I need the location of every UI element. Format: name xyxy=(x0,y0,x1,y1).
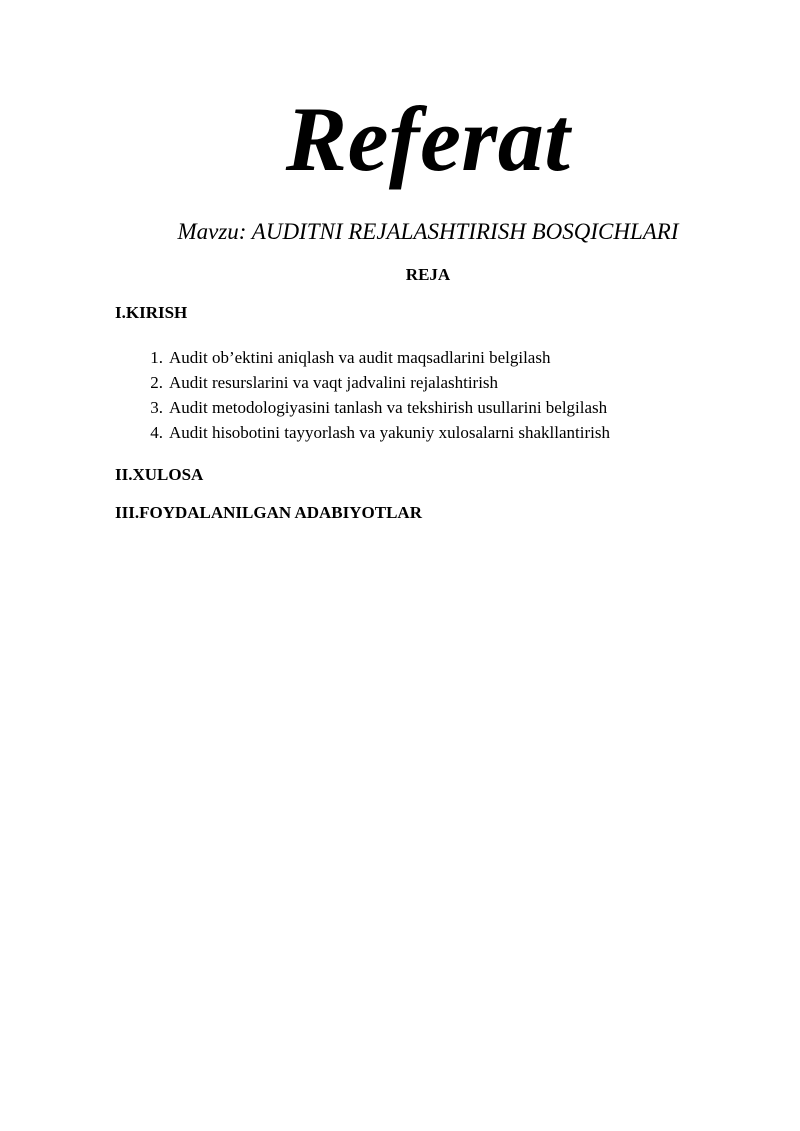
section-heading-introduction: I.KIRISH xyxy=(115,303,188,322)
list-item-text: Audit hisobotini tayyorlash va yakuniy xulosalarni shakllantirish xyxy=(169,423,610,442)
list-item-number: 2. xyxy=(150,373,163,392)
list-item xyxy=(115,395,610,420)
section-heading-references: III.FOYDALANILGAN ADABIYOTLAR xyxy=(115,503,422,522)
list-item xyxy=(115,420,610,445)
list-item xyxy=(115,345,610,370)
section-heading-conclusion: II.XULOSA xyxy=(115,465,204,484)
plan-list xyxy=(115,345,610,445)
list-item-number: 1. xyxy=(150,348,163,367)
document-title: Referat xyxy=(285,88,571,190)
list-item-number: 4. xyxy=(150,423,163,442)
list-item-text: Audit resurslarini va vaqt jadvalini rejalashtirish xyxy=(169,373,499,392)
document-subtitle: Mavzu: AUDITNI REJALASHTIRISH BOSQICHLARI xyxy=(177,219,679,244)
plan-heading: REJA xyxy=(405,265,451,284)
list-item-number: 3. xyxy=(150,398,163,417)
list-item-text: Audit ob’ektini aniqlash va audit maqsadlarini belgilash xyxy=(169,348,551,367)
list-item-text: Audit metodologiyasini tanlash va tekshirish usullarini belgilash xyxy=(169,398,608,417)
list-item xyxy=(115,370,610,395)
